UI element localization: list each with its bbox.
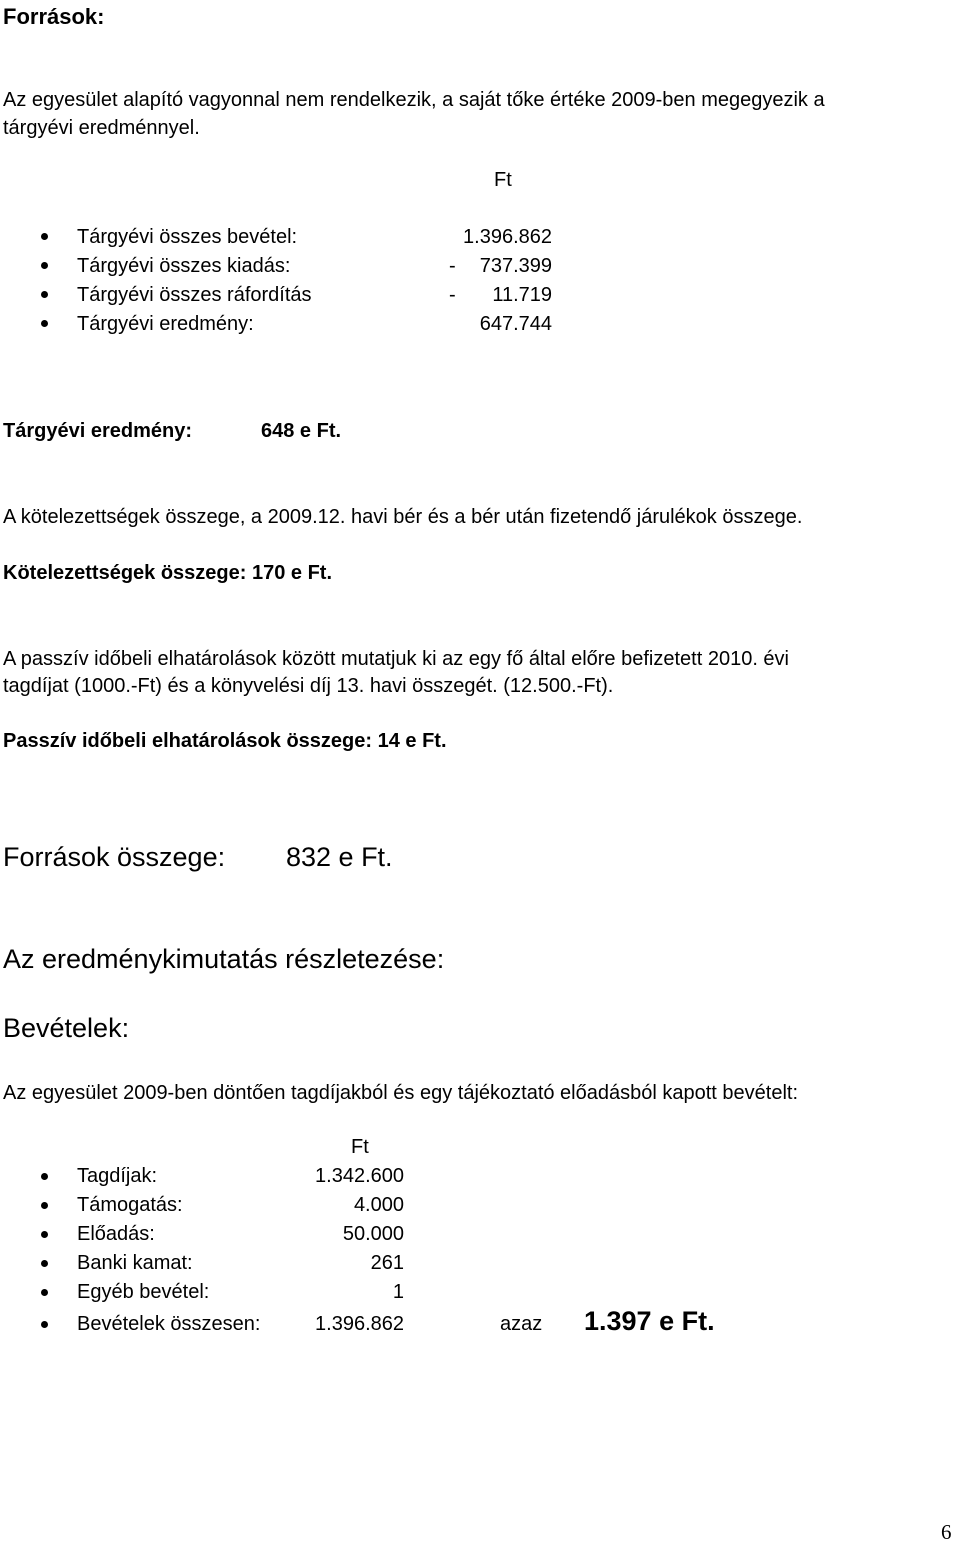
page-number: 6 bbox=[941, 1520, 952, 1544]
kotelezettsegek-text: A kötelezettségek összege, a 2009.12. havi bér és a bér után fizetendő járulékok összege. bbox=[3, 506, 803, 528]
list1-item-value: 737.399 bbox=[479, 255, 552, 277]
bullet-icon bbox=[41, 1260, 48, 1267]
bullet-icon bbox=[41, 1289, 48, 1296]
list2-item-label: Banki kamat: bbox=[77, 1252, 193, 1274]
forrasok-osszege-label: Források összege: bbox=[3, 842, 226, 872]
list2-item-label: Előadás: bbox=[77, 1223, 155, 1245]
heading-bevetelek: Bevételek: bbox=[3, 1013, 130, 1043]
list2-item-value: 50.000 bbox=[342, 1223, 404, 1245]
bullet-icon bbox=[41, 1202, 48, 1209]
heading-forrasok: Források: bbox=[3, 4, 105, 29]
list1-item-label: Tárgyévi összes ráfordítás bbox=[77, 284, 312, 306]
bullet-icon bbox=[41, 262, 48, 269]
targyevi-eredmeny-label: Tárgyévi eredmény: bbox=[3, 420, 192, 442]
bullet-icon bbox=[41, 1173, 48, 1180]
heading-eredmenykimutatas: Az eredménykimutatás részletezése: bbox=[3, 944, 445, 974]
bevetelek-intro: Az egyesület 2009-ben döntően tagdíjakból és egy tájékoztató előadásból kapott bevételt: bbox=[3, 1082, 799, 1104]
bullet-icon bbox=[41, 320, 48, 327]
list2-item-label: Bevételek összesen: bbox=[77, 1313, 261, 1335]
list2-item-label: Támogatás: bbox=[77, 1194, 183, 1216]
list1-item-label: Tárgyévi összes kiadás: bbox=[77, 255, 291, 277]
passziv-line-1: A passzív időbeli elhatárolások között mutatjuk ki az egy fő által előre befizetett 2010. évi bbox=[3, 648, 789, 670]
list1-item-label: Tárgyévi eredmény: bbox=[77, 313, 254, 335]
list2-item-value: 261 bbox=[370, 1252, 404, 1274]
intro-line-1: Az egyesület alapító vagyonnal nem rendelkezik, a saját tőke értéke 2009-ben megegyezik a bbox=[3, 89, 825, 111]
bullet-icon bbox=[41, 1321, 48, 1328]
azaz-value: 1.397 e Ft. bbox=[584, 1306, 715, 1336]
list1-item-label: Tárgyévi összes bevétel: bbox=[77, 226, 298, 248]
targyevi-eredmeny-value: 648 e Ft. bbox=[261, 420, 342, 442]
list2-item-value: 1 bbox=[392, 1281, 404, 1303]
intro-line-2: tárgyévi eredménnyel. bbox=[3, 117, 200, 139]
passziv-line-2: tagdíjat (1000.-Ft) és a könyvelési díj 13. havi összegét. (12.500.-Ft). bbox=[3, 675, 614, 697]
list1-item-value: 647.744 bbox=[479, 313, 552, 335]
list2-item-label: Egyéb bevétel: bbox=[77, 1281, 210, 1303]
list2-item-label: Tagdíjak: bbox=[77, 1165, 158, 1187]
bullet-icon bbox=[41, 1231, 48, 1238]
list1-item-value: 11.719 bbox=[492, 284, 552, 306]
list2-item-value: 1.396.862 bbox=[315, 1313, 404, 1335]
list1-item-sign: - bbox=[449, 284, 456, 306]
kotelezettsegek-sum: Kötelezettségek összege: 170 e Ft. bbox=[3, 562, 333, 584]
azaz-label: azaz bbox=[500, 1313, 543, 1335]
passziv-sum: Passzív időbeli elhatárolások összege: 14 e Ft. bbox=[3, 730, 447, 752]
bullet-icon bbox=[41, 233, 48, 240]
forrasok-osszege-value: 832 e Ft. bbox=[286, 842, 393, 872]
list1-item-sign: - bbox=[449, 255, 456, 277]
bullet-icon bbox=[41, 291, 48, 298]
list1-item-value: 1.396.862 bbox=[463, 226, 552, 248]
list2-unit: Ft bbox=[351, 1136, 369, 1158]
list2-item-value: 1.342.600 bbox=[315, 1165, 404, 1187]
list2-item-value: 4.000 bbox=[353, 1194, 404, 1216]
list1-unit: Ft bbox=[494, 169, 512, 191]
